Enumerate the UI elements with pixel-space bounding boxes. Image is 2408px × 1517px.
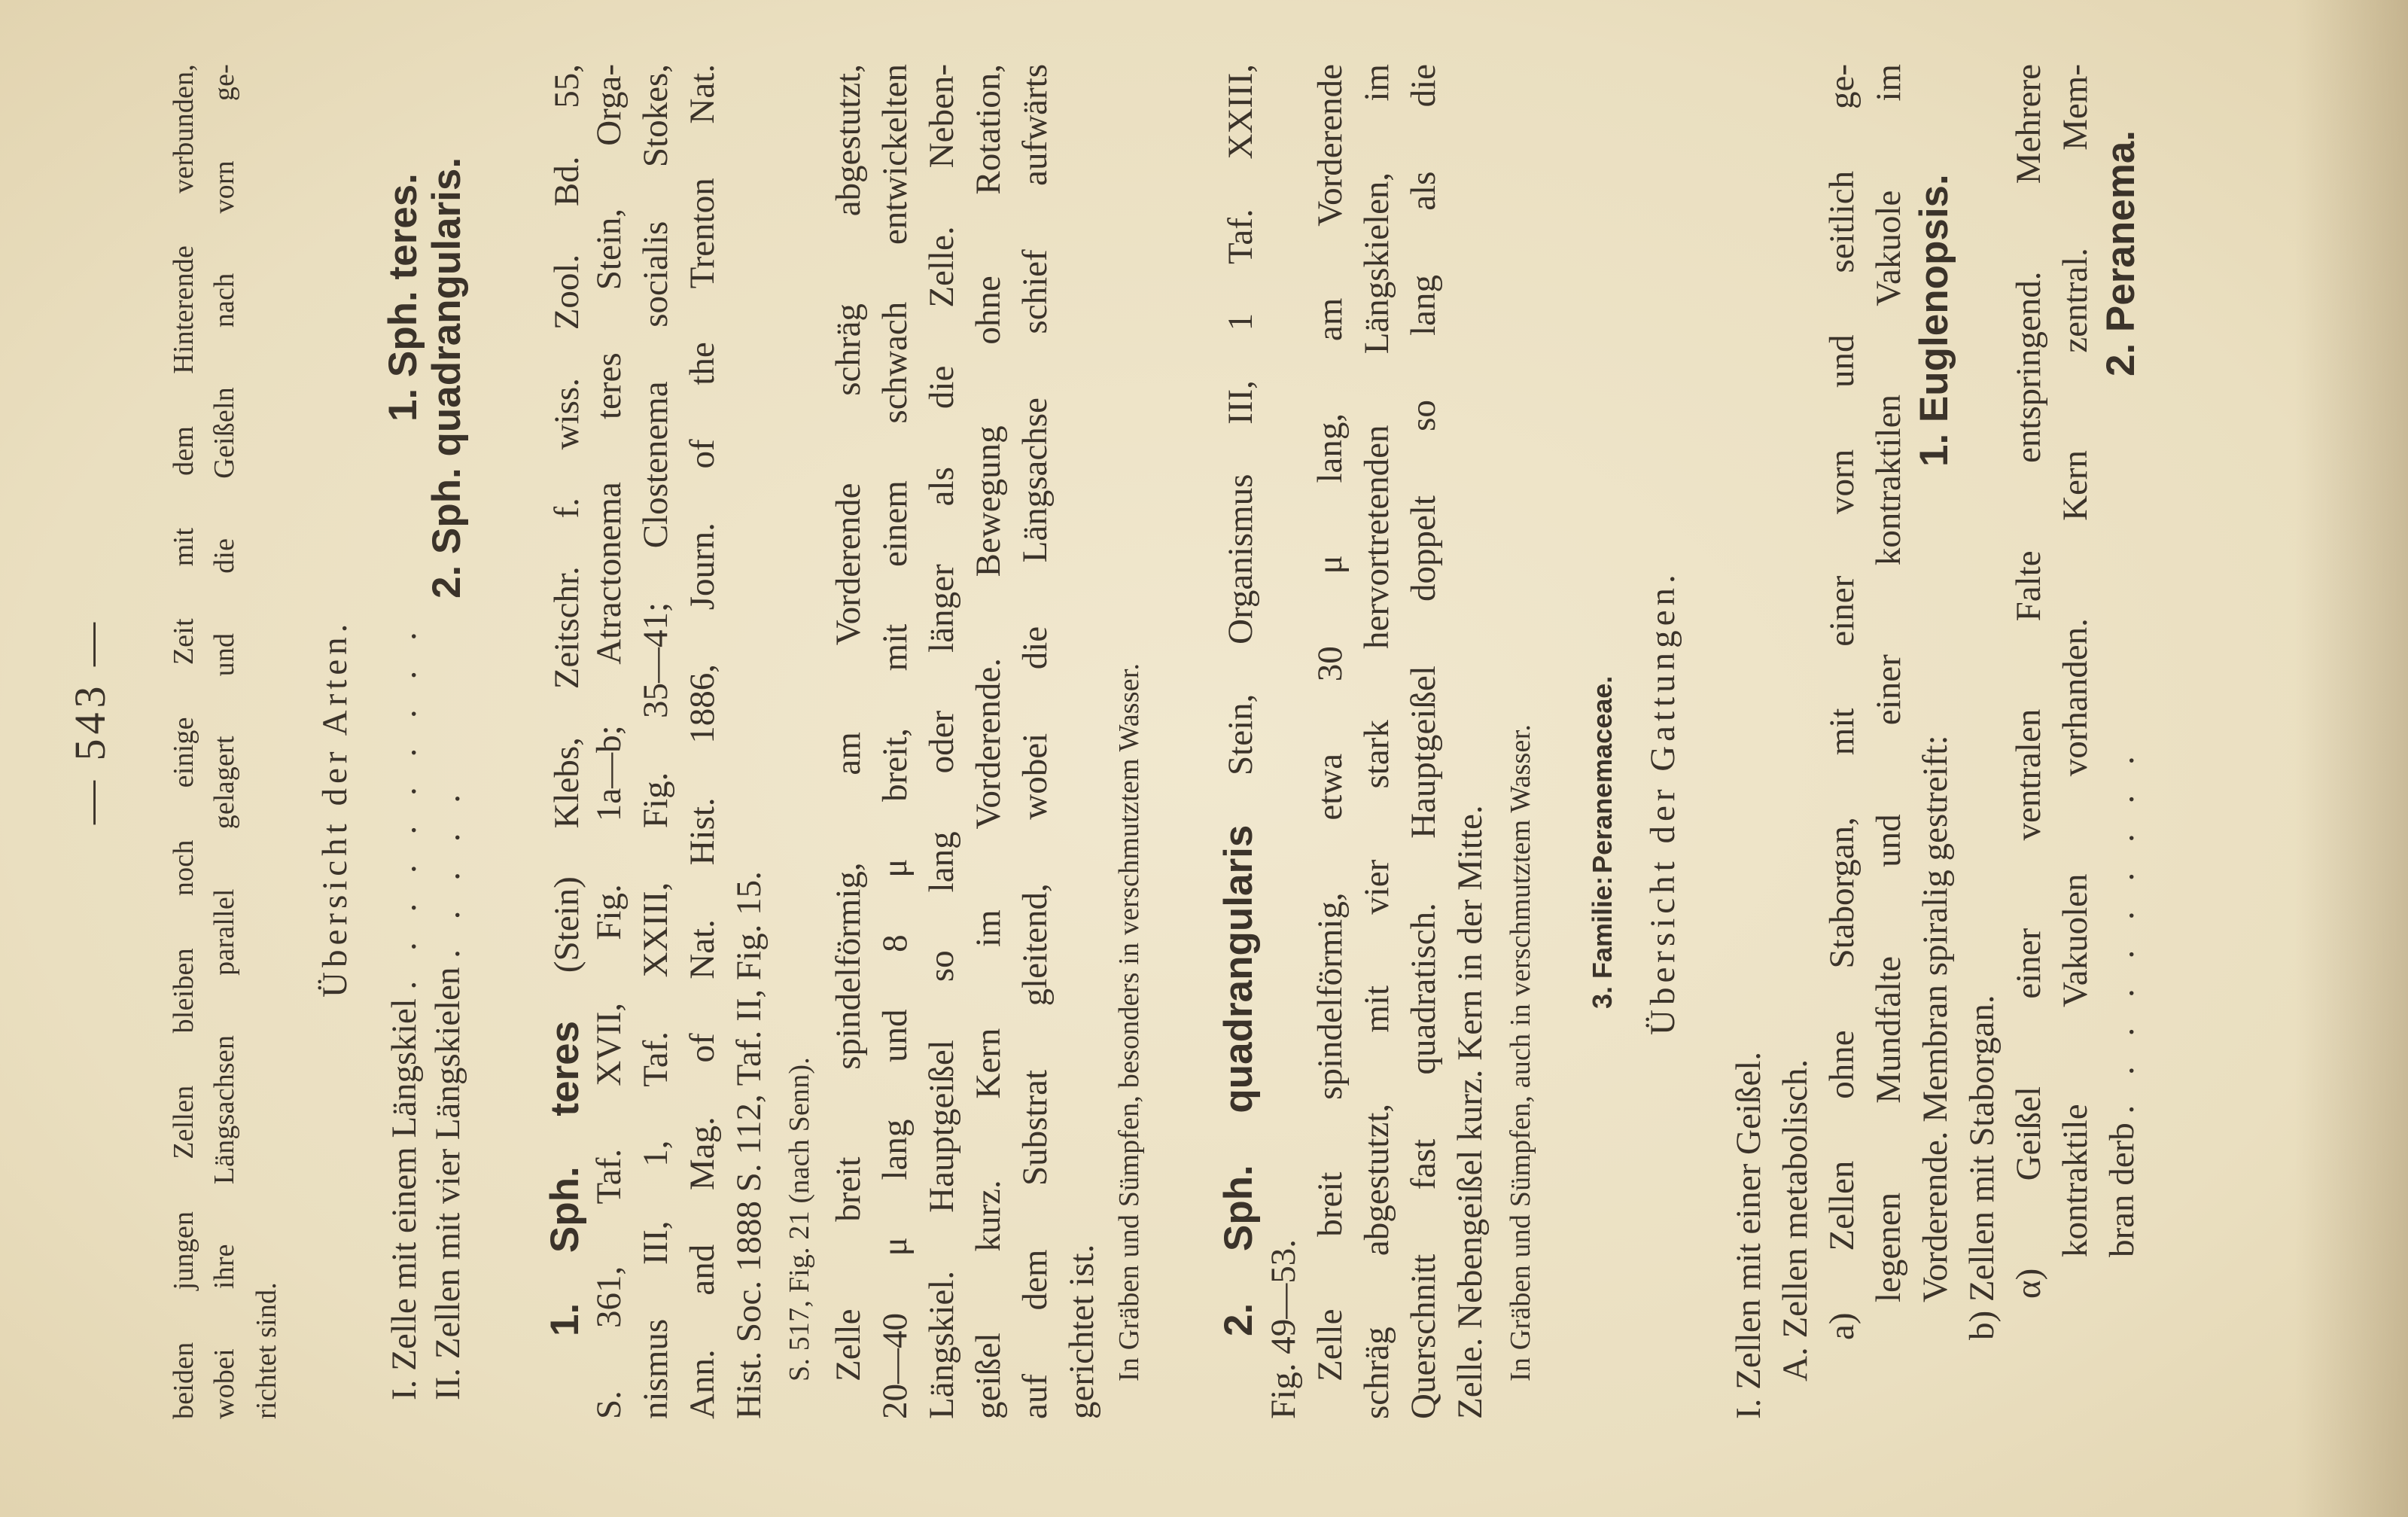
species-2-line-2: Fig. 49—53. xyxy=(1264,1239,1303,1419)
species-1-line-3: nismus III, 1, Taf. XXIII, Fig. 35—41; Clostenema socialis Stokes, xyxy=(636,64,675,1419)
genus-key-a-1: a) Zellen ohne Staborgan, mit einer vorn und seitlich ge- xyxy=(1822,64,1862,1340)
species-key-2-result: 2. Sph. quadrangularis. xyxy=(425,157,469,599)
species-1-habitat: In Gräben und Sümpfen, besonders in verschmutztem Wasser. xyxy=(1113,663,1145,1381)
species-1-desc-3: Längskiel. Hauptgeißel so lang oder länger als die Zelle. Neben- xyxy=(922,64,961,1419)
genus-overview-heading: Übersicht der Gattungen. xyxy=(1643,570,1682,1035)
intro-line-2: wobei ihre Längsachsen parallel gelagert und die Geißeln nach vorn ge- xyxy=(209,64,240,1419)
species-1-desc-6: gerichtet ist. xyxy=(1062,1244,1101,1419)
genus-key-alpha-2: kontraktile Vakuolen vorhanden. Kern zentral. Mem- xyxy=(2056,64,2095,1257)
species-1-desc-5: auf dem Substrat gleitend, wobei die Längsachse schief aufwärts xyxy=(1015,64,1055,1419)
species-2-name: 2. Sph. quadrangularis xyxy=(1216,824,1261,1336)
species-2-line-1: 2. Sph. quadrangularis Stein, Organismus III, 1 Taf. XXIII, xyxy=(1216,64,1261,1336)
intro-line-3: richtet sind. xyxy=(251,1281,282,1419)
genus-key-A: A. Zellen metabolisch. xyxy=(1776,1059,1815,1381)
species-key-1: I. Zelle mit einem Längskiel . . . . . . . . . . xyxy=(385,621,424,1400)
genus-key-alpha-result: 2. Peranema. xyxy=(2099,129,2143,376)
family-heading: 3. Familie: Peranemaceae. xyxy=(1587,675,1618,1009)
species-2-desc-1: Zelle breit spindelförmig, etwa 30 μ lang, am Vorderende xyxy=(1311,64,1350,1381)
intro-line-1: beiden jungen Zellen bleiben noch einige Zeit mit dem Hinterende verbunden, xyxy=(168,64,199,1419)
species-overview-heading: Übersicht der Arten. xyxy=(315,619,355,998)
species-2-habitat: In Gräben und Sümpfen, auch in verschmutztem Wasser. xyxy=(1505,723,1536,1381)
genus-key-1: I. Zellen mit einer Geißel. xyxy=(1729,1051,1768,1419)
species-1-desc-4: geißel kurz. Kern im Vorderende. Bewegung ohne Rotation, xyxy=(969,64,1008,1419)
genus-key-b: b) Zellen mit Staborgan. xyxy=(1962,995,2002,1340)
species-2-desc-3: Querschnitt fast quadratisch. Hauptgeißel doppelt so lang als die xyxy=(1404,64,1443,1419)
genus-key-a-result: 1. Euglenopsis. xyxy=(1912,174,1956,467)
genus-key-a-2: legenen Mundfalte und einer kontraktilen Vakuole im xyxy=(1869,64,1908,1302)
species-1-desc-1: Zelle breit spindelförmig, am Vorderende schräg abgestutzt, xyxy=(829,64,868,1381)
genus-key-a-3: Vorderende. Membran spiralig gestreift: xyxy=(1916,735,1955,1302)
species-1-line-4: Ann. and Mag. of Nat. Hist. 1886, Journ. of the Trenton Nat. xyxy=(683,64,722,1419)
genus-key-alpha-1: α) Geißel einer ventralen Falte entspringend. Mehrere xyxy=(2009,64,2048,1299)
species-1-line-5: Hist. Soc. 1888 S. 112, Taf. II, Fig. 15. xyxy=(729,871,769,1419)
species-1-desc-2: 20—40 μ lang und 8 μ breit, mit einem schwach entwickelten xyxy=(875,64,915,1419)
species-key-2: II. Zellen mit vier Längskielen . . . . . xyxy=(428,783,467,1400)
species-2-desc-4: Zelle. Nebengeißel kurz. Kern in der Mitte. xyxy=(1451,805,1490,1419)
species-1-figure-ref: S. 517, Fig. 21 (nach Senn). xyxy=(784,1057,815,1381)
species-1-line-2: S. 361, Taf. XVII, Fig. 1a—b; Atractonema teres Stein, Orga- xyxy=(589,64,629,1419)
species-1-line-1: 1. Sph. teres (Stein) Klebs, Zeitschr. f. wiss. Zool. Bd. 55, xyxy=(543,63,587,1336)
page-number: — 543 — xyxy=(65,618,114,824)
species-2-desc-2: schräg abgestutzt, mit vier stark hervortretenden Längskielen, im xyxy=(1357,64,1396,1419)
genus-key-alpha-3: bran derb . . . . . . . . . . xyxy=(2102,745,2142,1257)
species-1-name: 1. Sph. teres xyxy=(543,1020,587,1336)
species-key-1-result: 1. Sph. teres. xyxy=(381,173,425,422)
